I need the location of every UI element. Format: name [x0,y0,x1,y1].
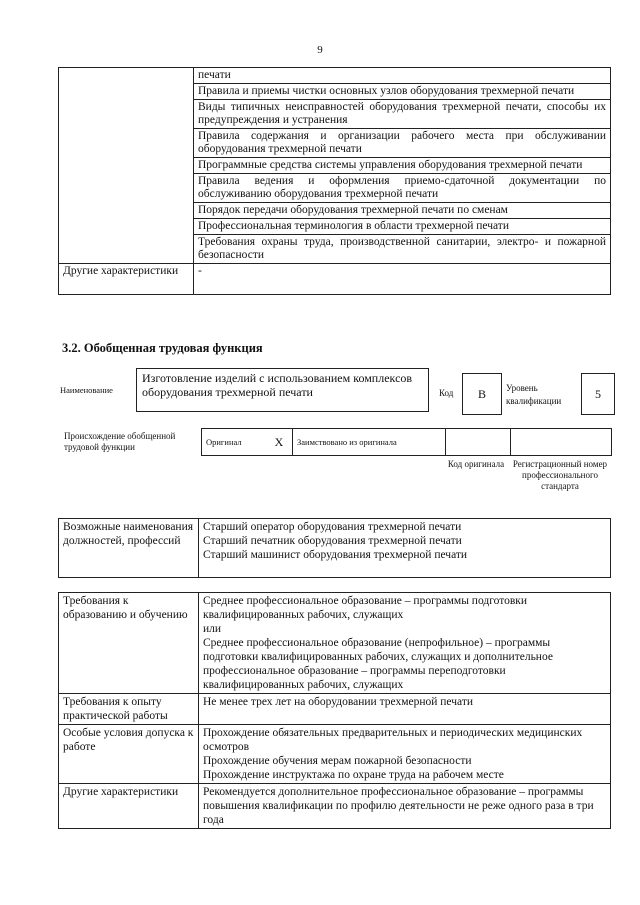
knowledge-item: Профессиональная терминология в области трехмерной печати [194,219,611,235]
code-value: B [462,373,502,415]
table-row [202,429,612,456]
original-code-caption: Код оригинала [447,459,505,469]
other-characteristics-value: - [194,264,611,295]
origin-label: Происхождение обобщенной трудовой функции [64,431,176,452]
table-row [59,519,611,578]
knowledge-item: Требования охраны труда, производственной санитарии, электро- и пожарной безопасности [194,235,611,264]
positions-table [58,518,611,578]
positions-label: Возможные наименования должностей, профессий [59,519,199,578]
positions-values [199,519,611,578]
admission-line: Прохождение обязательных предварительных и периодических медицинских осмотров [203,727,583,753]
section-title: 3.2. Обобщенная трудовая функция [62,341,263,355]
table-row [59,784,611,829]
position-item: Старший печатник оборудования трехмерной печати [203,535,462,547]
knowledge-item: Виды типичных неисправностей оборудования трехмерной печати, способы их предупреждения и устранения [194,100,611,129]
position-item: Старший оператор оборудования трехмерной печати [203,521,462,533]
education-values [199,593,611,694]
table-row [59,593,611,694]
admission-label: Особые условия допуска к работе [59,725,199,784]
experience-value: Не менее трех лет на оборудовании трехмерной печати [199,694,611,725]
knowledge-item: Правила содержания и организации рабочего места при обслуживании оборудования трехмерной печати [194,129,611,158]
qualification-level-value: 5 [581,373,615,415]
requirements-table [58,592,611,829]
function-name-value: Изготовление изделий с использованием комплексов оборудования трехмерной печати [136,368,429,412]
other-characteristics-label: Другие характеристики [59,264,194,295]
empty-label-cell [59,68,194,264]
education-line: Среднее профессиональное образование – программы подготовки квалифицированных рабочих, служащих [203,595,528,621]
qualification-level-label: Уровень квалификации [506,383,562,406]
knowledge-item: Правила и приемы чистки основных узлов оборудования трехмерной печати [194,84,611,100]
origin-table [201,428,612,456]
name-label: Наименование [60,385,113,395]
borrowed-label: Заимствовано из оригинала [293,429,446,456]
knowledge-item: Порядок передачи оборудования трехмерной печати по сменам [194,203,611,219]
table-row [59,264,611,295]
education-line: Среднее профессиональное образование (непрофильное) – программы подготовки квалифицированных рабочих, служащих и дополнительное профессиональное образование – программы переподготовки квалифицированных рабочих, служащих [203,637,553,691]
page-number: 9 [317,44,323,56]
position-item: Старший машинист оборудования трехмерной печати [203,549,468,561]
admission-line: Прохождение обучения мерам пожарной безопасности [203,755,472,767]
knowledge-item: Программные средства системы управления оборудования трехмерной печати [194,158,611,174]
original-code-cell [446,429,511,456]
table-row [59,68,611,84]
table-row [59,725,611,784]
education-label: Требования к образованию и обучению [59,593,199,694]
admission-values [199,725,611,784]
knowledge-item: Правила ведения и оформления приемо-сдаточной документации по обслуживанию оборудования трехмерной печати [194,174,611,203]
other-requirements-value: Рекомендуется дополнительное профессиональное образование – программы повышения квалификации по профилю деятельности не реже одного раза в три года [199,784,611,829]
table-row [59,694,611,725]
knowledge-item: печати [194,68,611,84]
code-label: Код [439,388,454,398]
registration-number-caption: Регистрационный номер профессионального стандарта [512,459,608,491]
experience-label: Требования к опыту практической работы [59,694,199,725]
original-mark: X [266,429,293,456]
admission-line: Прохождение инструктажа по охране труда на рабочем месте [203,769,504,781]
education-line: или [203,623,222,635]
original-label: Оригинал [202,429,267,456]
knowledge-table [58,67,611,295]
other-requirements-label: Другие характеристики [59,784,199,829]
registration-number-cell [511,429,612,456]
